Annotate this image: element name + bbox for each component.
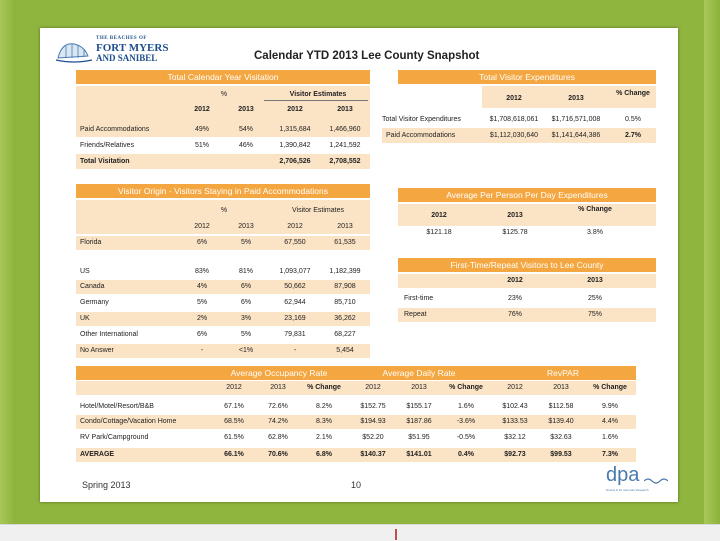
occupancy-cell: 74.2% (268, 418, 288, 425)
occupancy-avg-cell: $141.01 (406, 451, 432, 458)
occupancy-cell: 4.4% (602, 418, 618, 425)
origin-row-label: Other International (80, 331, 138, 338)
occupancy-cell: 72.6% (268, 403, 288, 410)
expenditures-cell: $1,112,030,640 (489, 132, 539, 139)
origin-cell: 67,550 (284, 239, 306, 246)
visitation-pct-label: % (220, 91, 228, 98)
origin-cell: 68,227 (334, 331, 356, 338)
visitation-cell: 49% (194, 126, 209, 133)
origin-cell: 5,454 (336, 347, 354, 354)
expenditures-col: % Change (616, 90, 650, 97)
per-person-col: % Change (578, 206, 612, 213)
first-repeat-col: 2012 (507, 277, 523, 284)
origin-cell: 6% (196, 331, 208, 338)
visitation-cell: 51% (194, 142, 209, 149)
occupancy-avg-cell: 66.1% (224, 451, 244, 458)
occupancy-avg-cell: 7.3% (602, 451, 618, 458)
per-person-cell: $121.18 (426, 229, 452, 236)
adr-header: Average Daily Rate (348, 366, 490, 380)
page-title: Calendar YTD 2013 Lee County Snapshot (254, 50, 480, 62)
first-repeat-cell: 23% (507, 295, 522, 302)
dpa-logo: dpa (606, 464, 640, 486)
origin-cell: 79,831 (284, 331, 306, 338)
origin-cell: 1,182,399 (329, 268, 361, 275)
slide-bottom-strip (0, 524, 720, 541)
origin-year: 2013 (337, 223, 353, 230)
footer-season: Spring 2013 (82, 480, 131, 490)
expenditures-row-label: Paid Accommodations (386, 132, 456, 139)
occupancy-col: % Change (593, 384, 627, 391)
first-repeat-cell: 76% (507, 311, 522, 318)
occupancy-row-label: Hotel/Motel/Resort/B&B (80, 403, 154, 410)
red-tick-mark (395, 529, 397, 540)
occupancy-cell: 1.6% (458, 403, 474, 410)
visitation-year: 2012 (194, 106, 210, 113)
occupancy-cell: -3.6% (456, 418, 476, 425)
occupancy-avg-cell: 6.8% (316, 451, 332, 458)
per-person-col: 2012 (431, 212, 447, 219)
occupancy-avg-cell: $99.53 (550, 451, 572, 458)
first-repeat-header: First-Time/Repeat Visitors to Lee County (398, 258, 656, 272)
occupancy-cell: $139.40 (548, 418, 574, 425)
origin-row-label: Canada (80, 283, 105, 290)
per-person-cell: 3.8% (587, 229, 603, 236)
green-left-edge (0, 0, 16, 540)
expenditures-cell: $1,141,644,386 (551, 132, 601, 139)
expenditures-cell: 2.7% (625, 132, 641, 139)
expenditures-cell: $1,716,571,008 (551, 116, 601, 123)
occupancy-cell: 8.2% (316, 403, 332, 410)
occupancy-header-left (76, 366, 210, 380)
occupancy-avg-cell: 70.6% (268, 451, 288, 458)
visitation-year: 2013 (238, 106, 254, 113)
visitation-cell: 46% (238, 142, 253, 149)
origin-cell: - (200, 347, 204, 354)
origin-year: 2012 (287, 223, 303, 230)
visitation-year: 2013 (337, 106, 353, 113)
origin-cell: 6% (240, 283, 252, 290)
origin-row-label: Florida (80, 239, 102, 246)
origin-cell: 83% (194, 268, 209, 275)
origin-est-label: Visitor Estimates (292, 207, 344, 214)
occupancy-col: 2013 (411, 384, 427, 391)
occupancy-header: Average Occupancy Rate (210, 366, 348, 380)
logo-line3: AND SANIBEL (96, 53, 158, 63)
occupancy-cell: $194.93 (360, 418, 386, 425)
origin-cell: 1,093,077 (279, 268, 311, 275)
visitation-header: Total Calendar Year Visitation (76, 70, 370, 84)
expenditures-cell: 0.5% (625, 116, 641, 123)
occupancy-cell: $102.43 (502, 403, 528, 410)
origin-cell: 87,908 (334, 283, 356, 290)
snapshot-page (40, 28, 678, 502)
origin-cell: 50,662 (284, 283, 306, 290)
shell-logo-icon (54, 38, 94, 64)
occupancy-col: 2013 (553, 384, 569, 391)
revpar-header: RevPAR (490, 366, 636, 380)
first-repeat-row-label: First-time (404, 295, 434, 302)
occupancy-col: 2012 (365, 384, 381, 391)
visitation-row-label: Friends/Relatives (80, 142, 135, 149)
per-person-header: Average Per Person Per Day Expenditures (398, 188, 656, 202)
occupancy-cell: $32.63 (550, 434, 572, 441)
per-person-col: 2013 (507, 212, 523, 219)
occupancy-col: 2012 (226, 384, 242, 391)
visitation-cell: 54% (238, 126, 253, 133)
expenditures-col: 2012 (506, 95, 522, 102)
expenditures-header: Total Visitor Expenditures (398, 70, 656, 84)
origin-cell: 81% (238, 268, 253, 275)
origin-cell: 61,535 (334, 239, 356, 246)
origin-cell: <1% (238, 347, 254, 354)
origin-cell: 3% (240, 315, 252, 322)
expenditures-col: 2013 (568, 95, 584, 102)
dpa-logo-sub: Downs & St. Germain Research (606, 488, 649, 492)
origin-cell: 5% (240, 331, 252, 338)
visitation-est-label: Visitor Estimates (289, 91, 347, 98)
occupancy-cell: 62.8% (268, 434, 288, 441)
origin-cell: 5% (240, 239, 252, 246)
occupancy-avg-cell: 0.4% (458, 451, 474, 458)
origin-cell: 62,944 (284, 299, 306, 306)
occupancy-cell: $112.58 (548, 403, 574, 410)
visitation-cell: 1,241,592 (329, 142, 361, 149)
occupancy-cell: 8.3% (316, 418, 332, 425)
visitation-total-cell: 2,708,552 (329, 158, 361, 165)
origin-cell: 6% (240, 299, 252, 306)
occupancy-cell: 1.6% (602, 434, 618, 441)
occupancy-avg-cell: $92.73 (504, 451, 526, 458)
green-right-edge (704, 0, 720, 540)
visitation-cell: 1,315,684 (279, 126, 311, 133)
occupancy-col: 2013 (270, 384, 286, 391)
occupancy-col: % Change (307, 384, 341, 391)
visitation-year: 2012 (287, 106, 303, 113)
occupancy-cell: 67.1% (224, 403, 244, 410)
first-repeat-col: 2013 (587, 277, 603, 284)
visitation-row-label: Paid Accommodations (80, 126, 150, 133)
occupancy-row-label: Condo/Cottage/Vacation Home (80, 418, 177, 425)
occupancy-col: 2012 (507, 384, 523, 391)
first-repeat-cell: 25% (587, 295, 602, 302)
origin-cell: 5% (196, 299, 208, 306)
est-underline (264, 100, 368, 101)
origin-row-label: Germany (80, 299, 109, 306)
occupancy-cell: 61.5% (224, 434, 244, 441)
occupancy-col: % Change (449, 384, 483, 391)
occupancy-cell: 2.1% (316, 434, 332, 441)
occupancy-avg-cell: $140.37 (360, 451, 386, 458)
per-person-cell: $125.78 (502, 229, 528, 236)
origin-header: Visitor Origin - Visitors Staying in Paid Accommodations (76, 184, 370, 198)
first-repeat-row-label: Repeat (404, 311, 427, 318)
occupancy-cell: 68.5% (224, 418, 244, 425)
logo-line2: FORT MYERS (96, 42, 169, 54)
origin-row-label: UK (80, 315, 90, 322)
occupancy-cell: $155.17 (406, 403, 432, 410)
visitation-total-label: Total Visitation (80, 158, 130, 165)
occupancy-cell: $51.95 (408, 434, 430, 441)
expenditures-row-label: Total Visitor Expenditures (382, 116, 461, 123)
origin-row-label: US (80, 268, 90, 275)
origin-year: 2012 (194, 223, 210, 230)
footer-page-number: 10 (351, 480, 362, 490)
visitation-cell: 1,390,842 (279, 142, 311, 149)
origin-year: 2013 (238, 223, 254, 230)
origin-pct-label: % (220, 207, 228, 214)
occupancy-cell: $133.53 (502, 418, 528, 425)
expenditures-cell: $1,708,618,061 (489, 116, 539, 123)
logo-line1: THE BEACHES OF (96, 36, 147, 41)
origin-cell: 6% (196, 239, 208, 246)
visitation-cell: 1,466,960 (329, 126, 361, 133)
first-repeat-cell: 75% (587, 311, 602, 318)
visitation-total-cell: 2,706,526 (279, 158, 311, 165)
occupancy-avg-label: AVERAGE (80, 451, 115, 458)
origin-cell: 4% (196, 283, 208, 290)
origin-cell: 36,262 (334, 315, 356, 322)
origin-cell: 85,710 (334, 299, 356, 306)
origin-cell: - (293, 347, 297, 354)
origin-cell: 23,169 (284, 315, 306, 322)
occupancy-cell: -0.5% (456, 434, 476, 441)
occupancy-cell: $32.12 (504, 434, 526, 441)
occupancy-cell: 9.9% (602, 403, 618, 410)
occupancy-cell: $52.20 (362, 434, 384, 441)
origin-row-label: No Answer (80, 347, 114, 354)
occupancy-row-label: RV Park/Campground (80, 434, 149, 441)
occupancy-cell: $152.75 (360, 403, 386, 410)
occupancy-cell: $187.86 (406, 418, 432, 425)
dpa-wave-icon (644, 472, 668, 480)
origin-cell: 2% (196, 315, 208, 322)
